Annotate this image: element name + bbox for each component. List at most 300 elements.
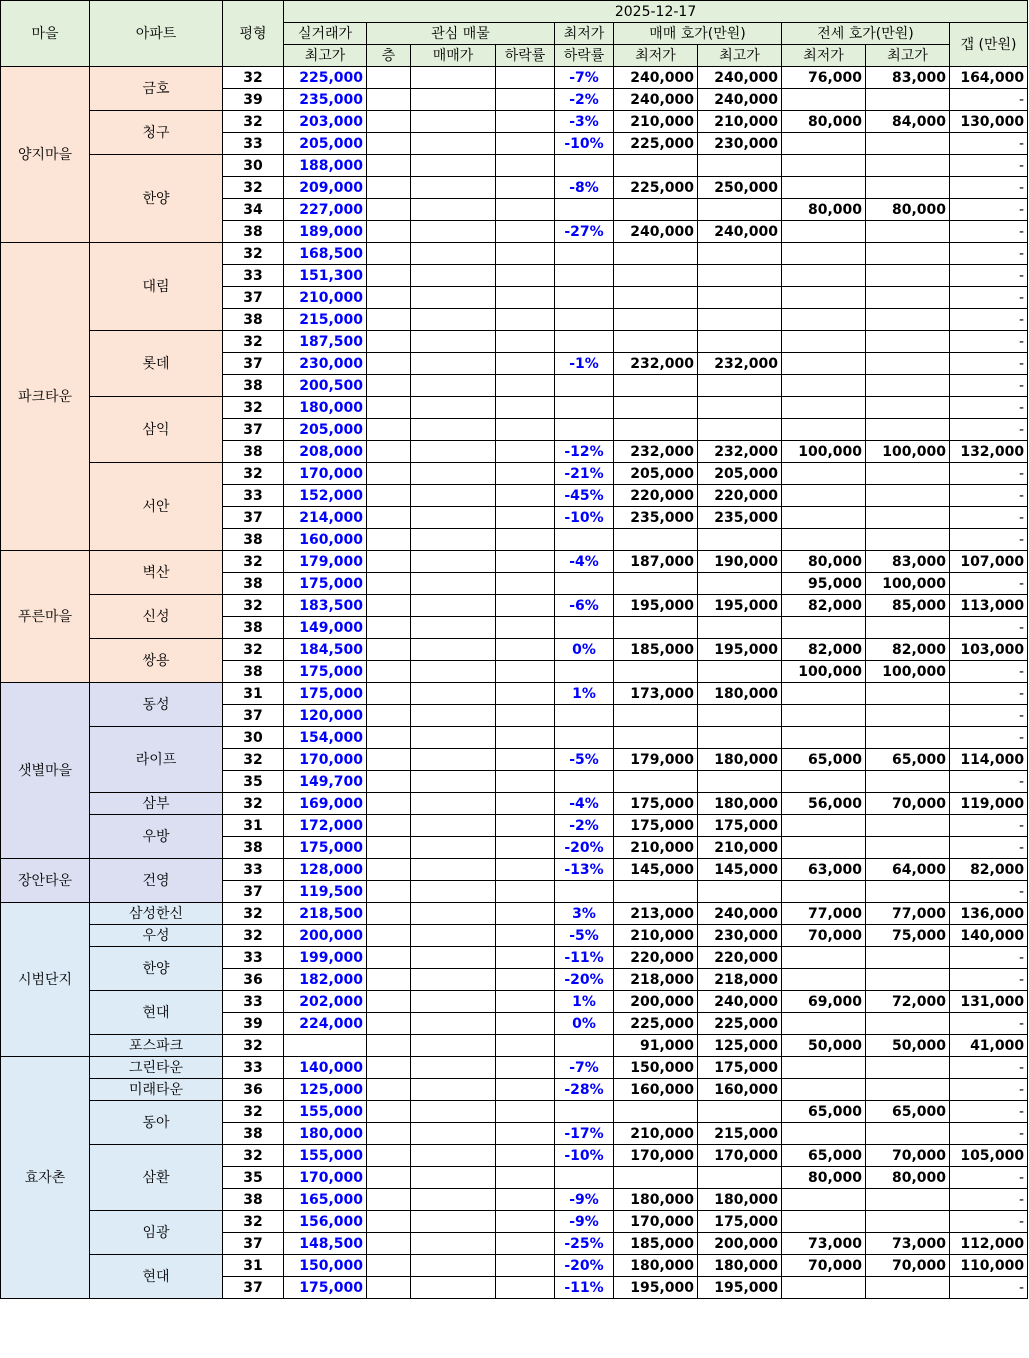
village-cell: 양지마을 [1, 67, 90, 243]
actual-max-cell: 125,000 [284, 1079, 367, 1101]
apartment-cell: 벽산 [90, 551, 223, 595]
gap-cell: 136,000 [950, 903, 1028, 925]
header-date: 2025-12-17 [284, 1, 1028, 23]
jeonse-max-cell: 80,000 [866, 199, 950, 221]
gap-cell: - [950, 771, 1028, 793]
sale-max-cell: 232,000 [698, 441, 782, 463]
sale-max-cell [698, 1167, 782, 1189]
sale-min-cell: 240,000 [614, 89, 698, 111]
pyeong-cell: 33 [223, 133, 284, 155]
apartment-cell: 임광 [90, 1211, 223, 1255]
sale-max-cell [698, 1101, 782, 1123]
jeonse-max-cell [866, 617, 950, 639]
interest-drop-cell [496, 793, 555, 815]
jeonse-max-cell [866, 881, 950, 903]
apartment-cell: 롯데 [90, 331, 223, 397]
interest-drop-cell [496, 947, 555, 969]
jeonse-min-cell [782, 89, 866, 111]
interest-drop-cell [496, 617, 555, 639]
jeonse-max-cell [866, 705, 950, 727]
drop-rate-cell [555, 573, 614, 595]
interest-price-cell [411, 375, 496, 397]
sale-max-cell: 195,000 [698, 639, 782, 661]
gap-cell: - [950, 485, 1028, 507]
interest-price-cell [411, 243, 496, 265]
drop-rate-cell: -10% [555, 1145, 614, 1167]
interest-drop-cell [496, 1057, 555, 1079]
jeonse-min-cell [782, 705, 866, 727]
jeonse-min-cell: 100,000 [782, 441, 866, 463]
sale-max-cell: 190,000 [698, 551, 782, 573]
sale-max-cell [698, 309, 782, 331]
sale-max-cell: 175,000 [698, 1211, 782, 1233]
jeonse-min-cell [782, 177, 866, 199]
pyeong-cell: 35 [223, 771, 284, 793]
sale-max-cell: 230,000 [698, 925, 782, 947]
pyeong-cell: 31 [223, 1255, 284, 1277]
table-row [1, 727, 1028, 749]
sale-max-cell: 240,000 [698, 89, 782, 111]
drop-rate-cell: -25% [555, 1233, 614, 1255]
actual-max-cell: 214,000 [284, 507, 367, 529]
table-row [1, 243, 1028, 265]
drop-rate-cell: -11% [555, 947, 614, 969]
pyeong-cell: 32 [223, 1145, 284, 1167]
jeonse-min-cell [782, 1277, 866, 1299]
sale-max-cell: 218,000 [698, 969, 782, 991]
sale-min-cell [614, 375, 698, 397]
drop-rate-cell [555, 881, 614, 903]
drop-rate-cell: -4% [555, 551, 614, 573]
jeonse-min-cell: 65,000 [782, 1145, 866, 1167]
interest-drop-cell [496, 177, 555, 199]
gap-cell: - [950, 353, 1028, 375]
interest-floor-cell [367, 1123, 411, 1145]
actual-max-cell: 209,000 [284, 177, 367, 199]
actual-max-cell: 230,000 [284, 353, 367, 375]
sale-min-cell: 200,000 [614, 991, 698, 1013]
actual-max-cell: 200,000 [284, 925, 367, 947]
actual-max-cell: 180,000 [284, 397, 367, 419]
interest-price-cell [411, 111, 496, 133]
actual-max-cell: 170,000 [284, 463, 367, 485]
sale-min-cell [614, 1101, 698, 1123]
drop-rate-cell: -27% [555, 221, 614, 243]
interest-drop-cell [496, 1145, 555, 1167]
actual-max-cell: 150,000 [284, 1255, 367, 1277]
sale-min-cell: 180,000 [614, 1255, 698, 1277]
interest-price-cell [411, 155, 496, 177]
jeonse-max-cell [866, 221, 950, 243]
interest-floor-cell [367, 837, 411, 859]
jeonse-min-cell [782, 507, 866, 529]
jeonse-max-cell: 80,000 [866, 1167, 950, 1189]
drop-rate-cell: -10% [555, 507, 614, 529]
drop-rate-cell: -45% [555, 485, 614, 507]
sale-max-cell: 240,000 [698, 903, 782, 925]
sale-max-cell [698, 199, 782, 221]
gap-cell: - [950, 419, 1028, 441]
interest-drop-cell [496, 375, 555, 397]
pyeong-cell: 38 [223, 221, 284, 243]
jeonse-min-cell [782, 727, 866, 749]
actual-max-cell: 188,000 [284, 155, 367, 177]
drop-rate-cell: 1% [555, 683, 614, 705]
jeonse-max-cell [866, 771, 950, 793]
drop-rate-cell [555, 529, 614, 551]
jeonse-min-cell: 70,000 [782, 925, 866, 947]
village-cell: 푸른마을 [1, 551, 90, 683]
gap-cell: - [950, 89, 1028, 111]
jeonse-min-cell [782, 837, 866, 859]
interest-drop-cell [496, 705, 555, 727]
sale-max-cell: 180,000 [698, 749, 782, 771]
actual-max-cell: 170,000 [284, 749, 367, 771]
pyeong-cell: 33 [223, 859, 284, 881]
pyeong-cell: 32 [223, 111, 284, 133]
jeonse-min-cell: 80,000 [782, 199, 866, 221]
interest-drop-cell [496, 89, 555, 111]
actual-max-cell: 205,000 [284, 419, 367, 441]
sale-min-cell [614, 661, 698, 683]
interest-drop-cell [496, 419, 555, 441]
gap-cell: 113,000 [950, 595, 1028, 617]
pyeong-cell: 38 [223, 375, 284, 397]
sale-max-cell: 180,000 [698, 1255, 782, 1277]
sale-min-cell: 175,000 [614, 793, 698, 815]
sale-min-cell [614, 771, 698, 793]
jeonse-min-cell [782, 1079, 866, 1101]
jeonse-max-cell [866, 353, 950, 375]
actual-max-cell: 203,000 [284, 111, 367, 133]
interest-price-cell [411, 507, 496, 529]
interest-floor-cell [367, 793, 411, 815]
interest-drop-cell [496, 397, 555, 419]
jeonse-max-cell [866, 1189, 950, 1211]
apartment-cell: 청구 [90, 111, 223, 155]
table-row [1, 595, 1028, 617]
interest-drop-cell [496, 353, 555, 375]
actual-max-cell: 151,300 [284, 265, 367, 287]
apartment-cell: 서안 [90, 463, 223, 551]
table-row [1, 551, 1028, 573]
interest-price-cell [411, 551, 496, 573]
sale-min-cell [614, 881, 698, 903]
gap-cell: 82,000 [950, 859, 1028, 881]
drop-rate-cell [555, 661, 614, 683]
interest-price-cell [411, 705, 496, 727]
table-row [1, 397, 1028, 419]
gap-cell: - [950, 199, 1028, 221]
sale-max-cell: 235,000 [698, 507, 782, 529]
gap-cell: - [950, 287, 1028, 309]
apartment-cell: 쌍용 [90, 639, 223, 683]
actual-max-cell: 152,000 [284, 485, 367, 507]
sale-min-cell: 213,000 [614, 903, 698, 925]
sale-max-cell [698, 529, 782, 551]
jeonse-max-cell: 64,000 [866, 859, 950, 881]
table-row [1, 1101, 1028, 1123]
sale-max-cell [698, 287, 782, 309]
interest-price-cell [411, 1057, 496, 1079]
interest-drop-cell [496, 1035, 555, 1057]
actual-max-cell: 149,700 [284, 771, 367, 793]
pyeong-cell: 32 [223, 749, 284, 771]
pyeong-cell: 38 [223, 1189, 284, 1211]
interest-drop-cell [496, 661, 555, 683]
sale-max-cell: 232,000 [698, 353, 782, 375]
interest-floor-cell [367, 287, 411, 309]
interest-price-cell [411, 441, 496, 463]
jeonse-max-cell: 70,000 [866, 793, 950, 815]
pyeong-cell: 32 [223, 463, 284, 485]
gap-cell: 105,000 [950, 1145, 1028, 1167]
interest-floor-cell [367, 771, 411, 793]
actual-max-cell: 170,000 [284, 1167, 367, 1189]
actual-max-cell: 200,500 [284, 375, 367, 397]
sale-max-cell: 200,000 [698, 1233, 782, 1255]
interest-drop-cell [496, 331, 555, 353]
drop-rate-cell [555, 419, 614, 441]
jeonse-min-cell: 65,000 [782, 1101, 866, 1123]
drop-rate-cell: -5% [555, 749, 614, 771]
table-row [1, 1211, 1028, 1233]
actual-max-cell: 128,000 [284, 859, 367, 881]
village-cell: 시범단지 [1, 903, 90, 1057]
jeonse-max-cell [866, 1123, 950, 1145]
jeonse-min-cell: 69,000 [782, 991, 866, 1013]
jeonse-max-cell: 85,000 [866, 595, 950, 617]
pyeong-cell: 38 [223, 617, 284, 639]
interest-price-cell [411, 67, 496, 89]
pyeong-cell: 32 [223, 551, 284, 573]
interest-floor-cell [367, 683, 411, 705]
actual-max-cell: 165,000 [284, 1189, 367, 1211]
header-drop-rate: 하락률 [496, 45, 555, 67]
interest-drop-cell [496, 1013, 555, 1035]
sale-min-cell [614, 617, 698, 639]
apartment-cell: 삼환 [90, 1145, 223, 1211]
drop-rate-cell: 1% [555, 991, 614, 1013]
jeonse-max-cell [866, 969, 950, 991]
actual-max-cell: 180,000 [284, 1123, 367, 1145]
interest-floor-cell [367, 529, 411, 551]
pyeong-cell: 33 [223, 485, 284, 507]
interest-price-cell [411, 1101, 496, 1123]
apartment-cell: 동성 [90, 683, 223, 727]
interest-floor-cell [367, 1057, 411, 1079]
pyeong-cell: 30 [223, 155, 284, 177]
sale-min-cell: 195,000 [614, 595, 698, 617]
table-row [1, 1255, 1028, 1277]
jeonse-min-cell [782, 485, 866, 507]
header-floor: 층 [367, 45, 411, 67]
drop-rate-cell: 3% [555, 903, 614, 925]
interest-drop-cell [496, 441, 555, 463]
interest-price-cell [411, 1079, 496, 1101]
drop-rate-cell [555, 265, 614, 287]
sale-max-cell [698, 397, 782, 419]
jeonse-min-cell [782, 221, 866, 243]
interest-floor-cell [367, 243, 411, 265]
jeonse-max-cell [866, 727, 950, 749]
interest-floor-cell [367, 903, 411, 925]
drop-rate-cell [555, 199, 614, 221]
actual-max-cell: 155,000 [284, 1145, 367, 1167]
drop-rate-cell: -8% [555, 177, 614, 199]
pyeong-cell: 32 [223, 331, 284, 353]
sale-min-cell: 220,000 [614, 947, 698, 969]
drop-rate-cell [555, 727, 614, 749]
interest-drop-cell [496, 463, 555, 485]
jeonse-min-cell: 63,000 [782, 859, 866, 881]
interest-floor-cell [367, 661, 411, 683]
jeonse-max-cell: 83,000 [866, 67, 950, 89]
village-cell: 효자촌 [1, 1057, 90, 1299]
interest-price-cell [411, 617, 496, 639]
jeonse-min-cell [782, 419, 866, 441]
gap-cell: 131,000 [950, 991, 1028, 1013]
interest-price-cell [411, 89, 496, 111]
header-sale-quote: 매매 호가(만원) [614, 23, 782, 45]
interest-price-cell [411, 639, 496, 661]
sale-min-cell: 145,000 [614, 859, 698, 881]
drop-rate-cell: -1% [555, 353, 614, 375]
sale-max-cell [698, 661, 782, 683]
gap-cell: - [950, 661, 1028, 683]
drop-rate-cell [555, 771, 614, 793]
jeonse-max-cell: 75,000 [866, 925, 950, 947]
interest-price-cell [411, 287, 496, 309]
drop-rate-cell: -9% [555, 1211, 614, 1233]
actual-max-cell: 154,000 [284, 727, 367, 749]
sale-max-cell: 210,000 [698, 837, 782, 859]
interest-price-cell [411, 1233, 496, 1255]
interest-price-cell [411, 947, 496, 969]
jeonse-min-cell: 50,000 [782, 1035, 866, 1057]
header-sale-high: 최고가 [698, 45, 782, 67]
drop-rate-cell [555, 375, 614, 397]
interest-drop-cell [496, 1189, 555, 1211]
gap-cell: - [950, 375, 1028, 397]
interest-price-cell [411, 133, 496, 155]
pyeong-cell: 37 [223, 705, 284, 727]
interest-floor-cell [367, 111, 411, 133]
jeonse-min-cell: 82,000 [782, 595, 866, 617]
gap-cell: 112,000 [950, 1233, 1028, 1255]
interest-floor-cell [367, 1233, 411, 1255]
sale-min-cell: 225,000 [614, 1013, 698, 1035]
header-jeonse-high: 최고가 [866, 45, 950, 67]
jeonse-min-cell: 77,000 [782, 903, 866, 925]
actual-max-cell: 156,000 [284, 1211, 367, 1233]
table-row [1, 1079, 1028, 1101]
jeonse-min-cell [782, 529, 866, 551]
interest-price-cell [411, 485, 496, 507]
jeonse-min-cell: 80,000 [782, 551, 866, 573]
pyeong-cell: 33 [223, 991, 284, 1013]
sale-min-cell [614, 199, 698, 221]
jeonse-min-cell [782, 353, 866, 375]
drop-rate-cell: -10% [555, 133, 614, 155]
jeonse-max-cell [866, 1079, 950, 1101]
sale-max-cell [698, 331, 782, 353]
drop-rate-cell: -17% [555, 1123, 614, 1145]
gap-cell: 110,000 [950, 1255, 1028, 1277]
interest-floor-cell [367, 1035, 411, 1057]
jeonse-min-cell [782, 815, 866, 837]
sale-min-cell: 235,000 [614, 507, 698, 529]
jeonse-max-cell [866, 683, 950, 705]
jeonse-min-cell [782, 947, 866, 969]
interest-price-cell [411, 881, 496, 903]
sale-min-cell [614, 1167, 698, 1189]
sale-min-cell: 195,000 [614, 1277, 698, 1299]
jeonse-min-cell: 56,000 [782, 793, 866, 815]
sale-max-cell: 180,000 [698, 1189, 782, 1211]
drop-rate-cell: -12% [555, 441, 614, 463]
gap-cell: - [950, 507, 1028, 529]
sale-max-cell: 180,000 [698, 683, 782, 705]
interest-drop-cell [496, 1123, 555, 1145]
actual-max-cell: 187,500 [284, 331, 367, 353]
sale-min-cell [614, 309, 698, 331]
gap-cell: - [950, 947, 1028, 969]
interest-price-cell [411, 1145, 496, 1167]
jeonse-min-cell: 70,000 [782, 1255, 866, 1277]
gap-cell: - [950, 705, 1028, 727]
pyeong-cell: 32 [223, 243, 284, 265]
drop-rate-cell: -3% [555, 111, 614, 133]
interest-price-cell [411, 397, 496, 419]
actual-max-cell: 168,500 [284, 243, 367, 265]
gap-cell: - [950, 573, 1028, 595]
jeonse-max-cell: 100,000 [866, 661, 950, 683]
drop-rate-cell: 0% [555, 1013, 614, 1035]
drop-rate-cell: -9% [555, 1189, 614, 1211]
table-row [1, 903, 1028, 925]
pyeong-cell: 38 [223, 529, 284, 551]
apartment-cell: 우성 [90, 925, 223, 947]
sale-min-cell [614, 155, 698, 177]
table-row [1, 155, 1028, 177]
header-min-top: 최저가 [555, 23, 614, 45]
interest-price-cell [411, 463, 496, 485]
apartment-cell: 미래타운 [90, 1079, 223, 1101]
sale-max-cell [698, 375, 782, 397]
actual-max-cell: 149,000 [284, 617, 367, 639]
jeonse-min-cell: 65,000 [782, 749, 866, 771]
gap-cell: 130,000 [950, 111, 1028, 133]
jeonse-min-cell [782, 1123, 866, 1145]
sale-max-cell: 125,000 [698, 1035, 782, 1057]
interest-drop-cell [496, 639, 555, 661]
pyeong-cell: 38 [223, 661, 284, 683]
sale-min-cell: 173,000 [614, 683, 698, 705]
sale-min-cell: 210,000 [614, 111, 698, 133]
pyeong-cell: 32 [223, 177, 284, 199]
pyeong-cell: 38 [223, 573, 284, 595]
sale-max-cell [698, 705, 782, 727]
sale-min-cell [614, 265, 698, 287]
interest-floor-cell [367, 815, 411, 837]
gap-cell: 114,000 [950, 749, 1028, 771]
interest-drop-cell [496, 529, 555, 551]
jeonse-min-cell [782, 375, 866, 397]
drop-rate-cell: 0% [555, 639, 614, 661]
header-sale-low: 최저가 [614, 45, 698, 67]
pyeong-cell: 38 [223, 441, 284, 463]
